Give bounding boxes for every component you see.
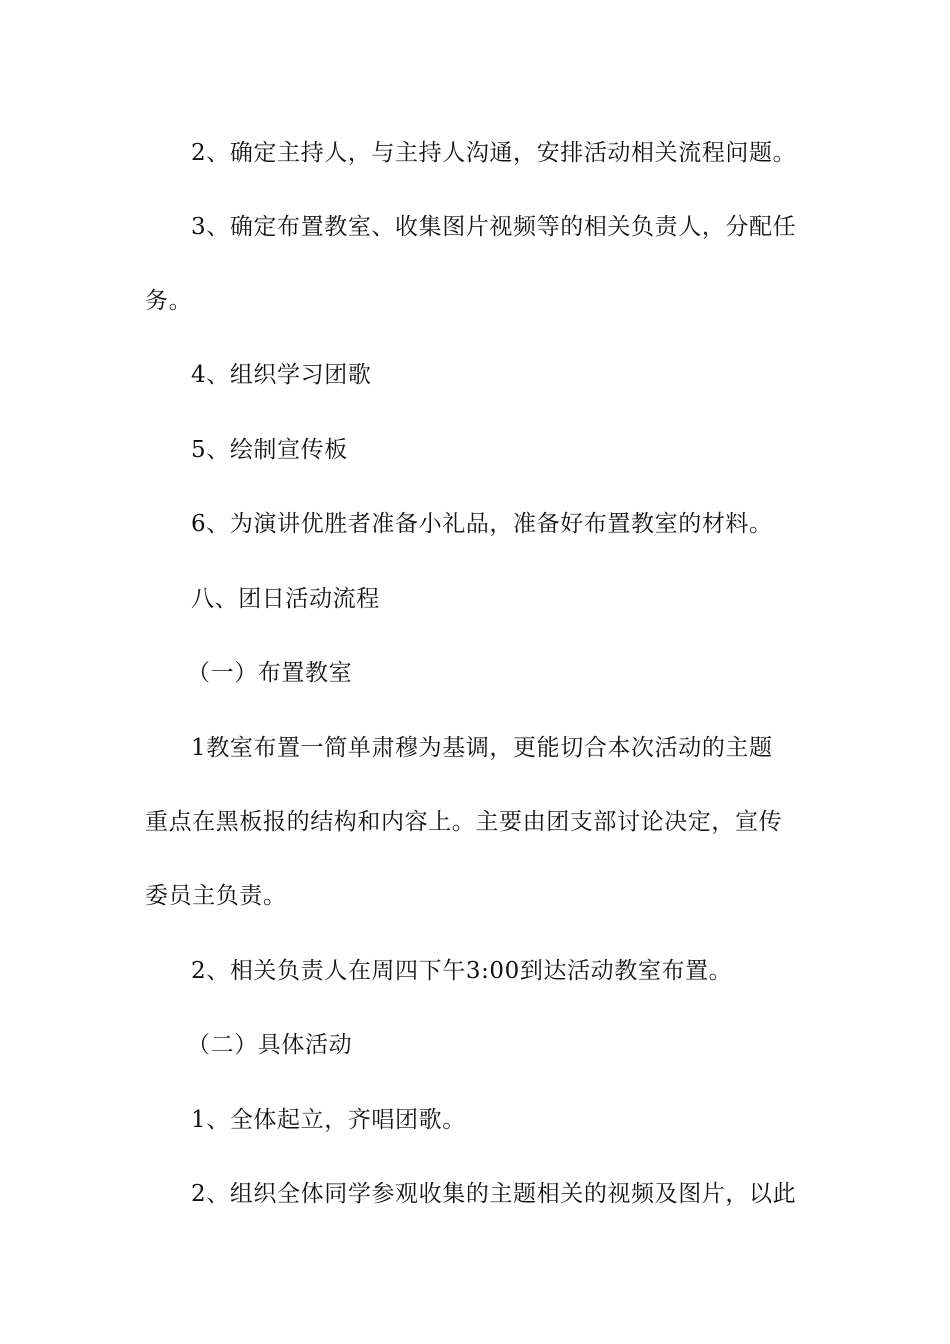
paragraph-line: 2、相关负责人在周四下午3:00到达活动教室布置。 [191, 958, 733, 984]
paragraph-line: 2、组织全体同学参观收集的主题相关的视频及图片，以此 [191, 1181, 797, 1207]
paragraph-line: 务。 [145, 288, 193, 314]
subsection-heading: （二）具体活动 [187, 1032, 353, 1058]
paragraph-line: 委员主负责。 [145, 883, 287, 909]
paragraph-line: 重点在黑板报的结构和内容上。主要由团支部讨论决定，宣传 [145, 809, 783, 835]
paragraph-line: 1、全体起立，齐唱团歌。 [191, 1107, 466, 1133]
paragraph-line: 6、为演讲优胜者准备小礼品，准备好布置教室的材料。 [191, 511, 773, 537]
paragraph-line: 5、绘制宣传板 [191, 437, 348, 463]
paragraph-line: 1教室布置一简单肃穆为基调，更能切合本次活动的主题 [191, 735, 773, 761]
paragraph-line: 4、组织学习团歌 [191, 362, 372, 388]
subsection-heading: （一）布置教室 [187, 660, 353, 686]
paragraph-line: 3、确定布置教室、收集图片视频等的相关负责人，分配任 [191, 214, 797, 240]
paragraph-line: 2、确定主持人，与主持人沟通，安排活动相关流程问题。 [191, 140, 797, 166]
section-heading: 八、团日活动流程 [191, 586, 380, 612]
